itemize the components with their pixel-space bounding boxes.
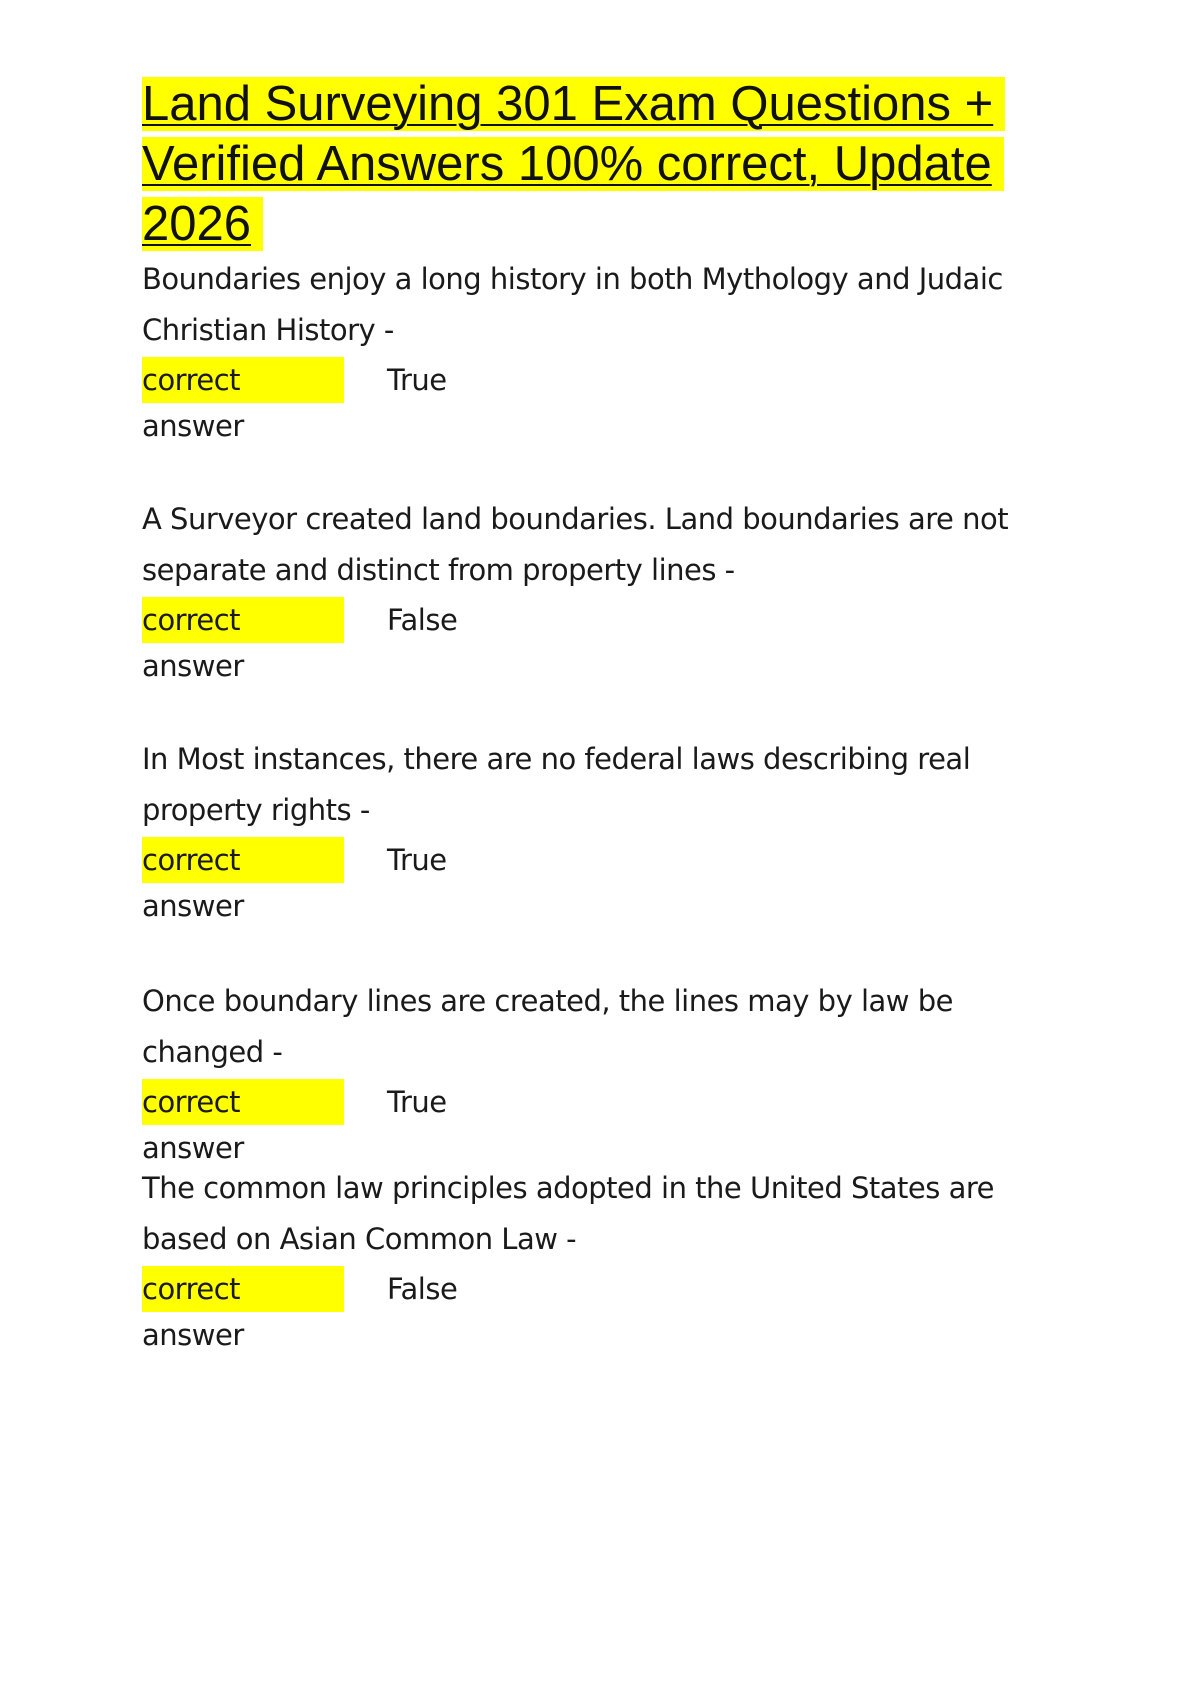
- answer-row: [142, 837, 1082, 923]
- question-text: The common law principles adopted in the United States are based on Asian Common Law -: [142, 1171, 994, 1256]
- question-text: Once boundary lines are created, the lines may by law be changed -: [142, 984, 953, 1069]
- answer-row: [142, 357, 1082, 443]
- question-text: In Most instances, there are no federal laws describing real property rights -: [142, 742, 971, 827]
- document-title: [142, 74, 1002, 254]
- answer-row: [142, 1266, 1082, 1352]
- correct-answer-label: correct answer: [142, 1079, 344, 1125]
- correct-answer-label: correct answer: [142, 357, 344, 403]
- qa-item: [142, 494, 1082, 683]
- document-title-text: Land Surveying 301 Exam Questions + Verified Answers 100% correct, Update 2026: [142, 77, 1005, 251]
- answer-value: True: [387, 363, 447, 397]
- qa-item: [142, 254, 1082, 443]
- answer-value: False: [387, 1272, 458, 1306]
- answer-row: [142, 597, 1082, 683]
- question-text: A Surveyor created land boundaries. Land boundaries are not separate and distinct from property lines -: [142, 502, 1009, 587]
- question-text: Boundaries enjoy a long history in both Mythology and Judaic Christian History -: [142, 262, 1003, 347]
- correct-answer-label: correct answer: [142, 597, 344, 643]
- qa-item: [142, 734, 1082, 923]
- correct-answer-label: correct answer: [142, 1266, 344, 1312]
- answer-value: True: [387, 843, 447, 877]
- answer-row: [142, 1079, 1082, 1165]
- qa-item: [142, 976, 1082, 1165]
- correct-answer-label: correct answer: [142, 837, 344, 883]
- qa-item: [142, 1163, 1082, 1352]
- answer-value: False: [387, 603, 458, 637]
- answer-value: True: [387, 1085, 447, 1119]
